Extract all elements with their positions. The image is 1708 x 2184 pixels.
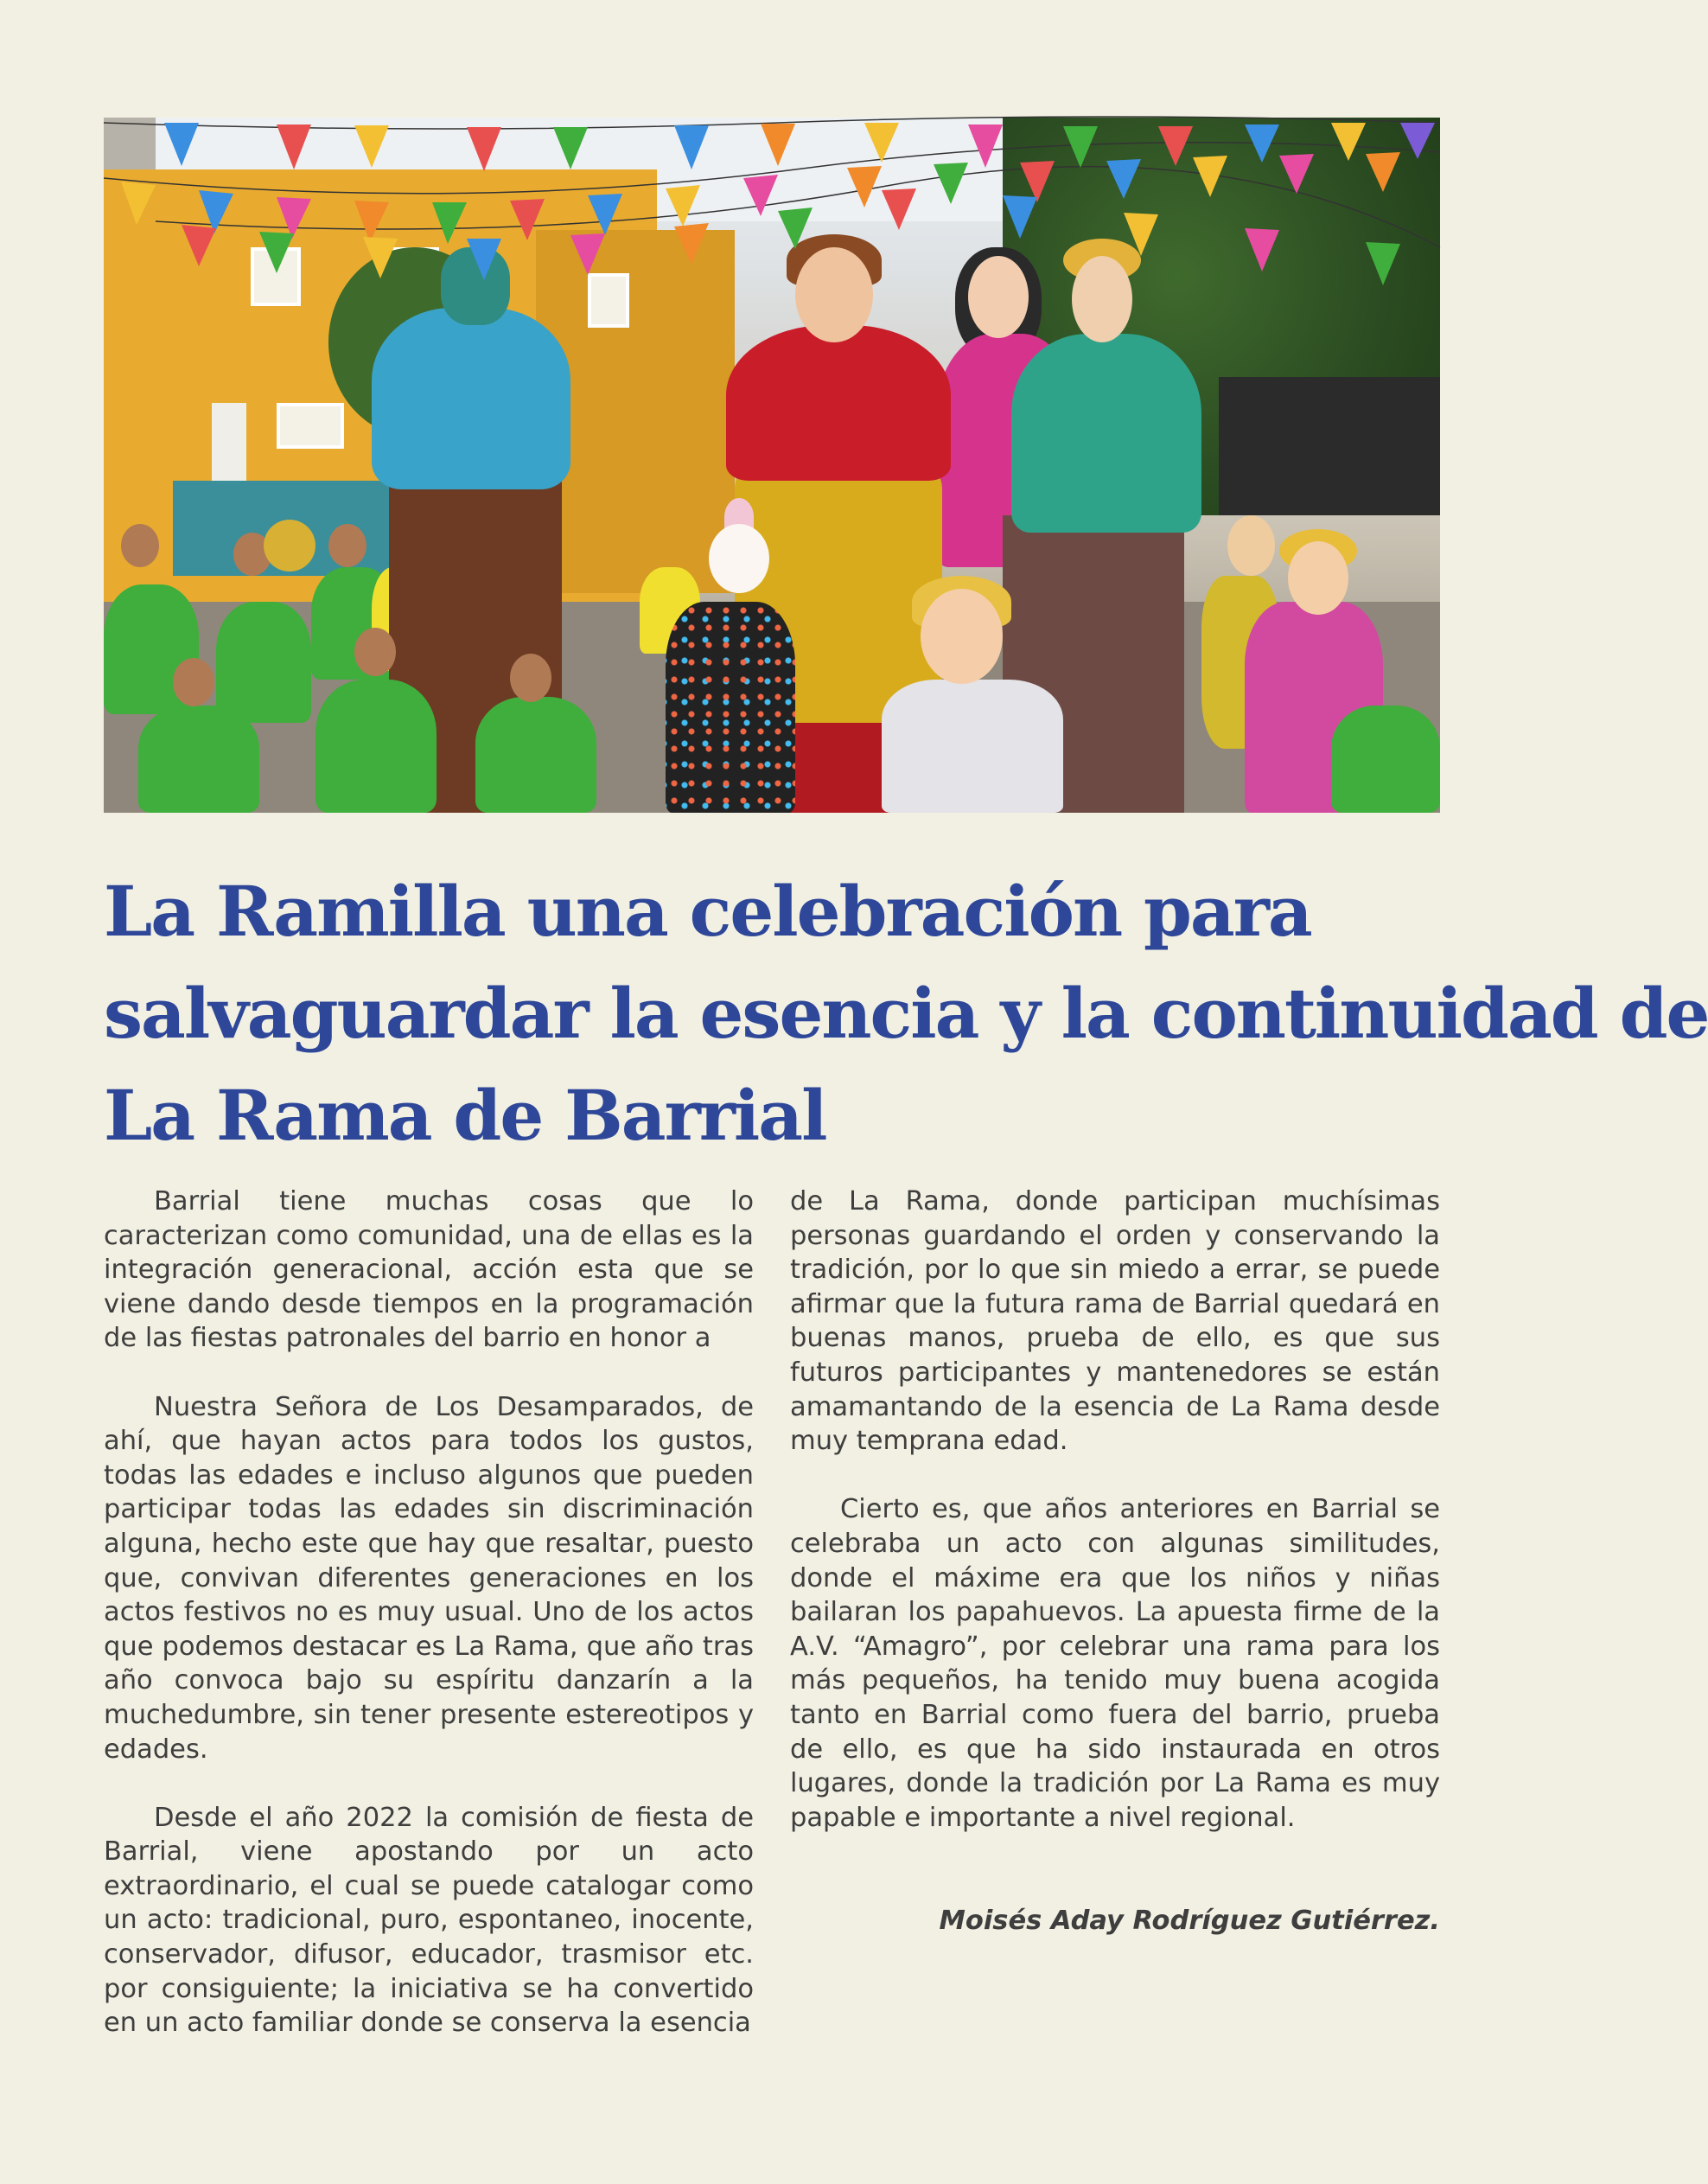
photo-window (277, 403, 344, 449)
photo-person-head (510, 654, 551, 702)
body-paragraph: Cierto es, que años anteriores en Barrial se celebraba un acto con algunas similitudes, donde el máxime era que los niños y niñas bailaran los papahuevos. La apuesta firme de la A.V. “Amagro”, por celebrar una rama para los más pequeños, ha tenido muy buena acogida tanto en Barrial como fuera del barrio, prueba de ello, es que ha sido instaurada en otros lugares, donde la tradición por La Rama es muy papable e importante a nivel regional. (790, 1494, 1440, 1833)
photo-person (315, 680, 437, 813)
photo-clown-face (709, 524, 769, 593)
photo-door (212, 403, 246, 485)
body-paragraph: Desde el año 2022 la comisión de fiesta de Barrial, viene apostando por un acto extraordinario, el cual se puede catalogar como un acto: tradicional, puro, espontaneo, inocente, conservador, difusor, educador, trasmisor etc. por consiguiente; la iniciativa se ha convertido en un acto familiar donde se conserva la esencia (104, 1802, 754, 2039)
photo-person-head (354, 628, 396, 676)
photo-clown-body (666, 602, 795, 813)
photo-person (475, 697, 596, 813)
photo-person (138, 706, 259, 813)
photo-bighead-body (882, 680, 1063, 813)
title-word: una (526, 871, 667, 952)
title-word: celebración (689, 871, 1122, 952)
photo-bighead-face (921, 589, 1003, 684)
title-line-1 (104, 860, 1440, 962)
article-photo (104, 118, 1440, 813)
body-paragraph: de La Rama, donde participan muchísimas personas guardando el orden y conservando la tradición, por lo que sin miedo a errar, se puede afirmar que la futura rama de Barrial quedará en buenas manos, prueba de ello, es que sus futuros participantes y mantenedores se están amamantando de la esencia de La Rama desde muy temprana edad. (790, 1186, 1440, 1457)
photo-band-member (216, 602, 311, 723)
photo-person-head (121, 524, 159, 567)
photo-stall (1219, 377, 1440, 515)
photo-bighead-face (1227, 515, 1275, 576)
article-column-left (104, 1185, 754, 2074)
photo-giant-cape (726, 325, 951, 481)
photo-tuba (264, 520, 315, 572)
title-word: Ramilla (215, 871, 505, 952)
title-word: para (1143, 871, 1311, 952)
article-title (104, 860, 1708, 1166)
body-paragraph: Barrial tiene muchas cosas que lo caracterizan como comunidad, una de ellas es la integración generacional, acción esta que se viene dando desde tiempos en la programación de las fiestas patronales del barrio en honor a (104, 1186, 754, 1354)
photo-giant-cape (1011, 334, 1201, 533)
photo-person-head (173, 658, 214, 706)
photo-bighead-face (1288, 541, 1348, 615)
photo-person-head (328, 524, 366, 567)
photo-person (1331, 706, 1440, 813)
photo-bunting (104, 118, 1440, 342)
author-signature: Moisés Aday Rodríguez Gutiérrez. (939, 1906, 1440, 1937)
article-column-right (790, 1185, 1440, 1938)
title-line-2: salvaguardar la esencia y la continuidad de (104, 973, 1708, 1054)
title-word: La (104, 871, 194, 952)
body-paragraph: Nuestra Señora de Los Desamparados, de ahí, que hayan actos para todos los gustos, todas las edades e incluso algunos que pueden participar todas las edades sin discriminación alguna, hecho este que hay que resaltar, puesto que, convivan diferentes generaciones en los actos festivos no es muy usual. Uno de los actos que podemos destacar es La Rama, que año tras año convoca bajo su espíritu danzarín a la muchedumbre, sin tener presente estereotipos y edades. (104, 1391, 754, 1765)
title-line-3: La Rama de Barrial (104, 1075, 826, 1156)
